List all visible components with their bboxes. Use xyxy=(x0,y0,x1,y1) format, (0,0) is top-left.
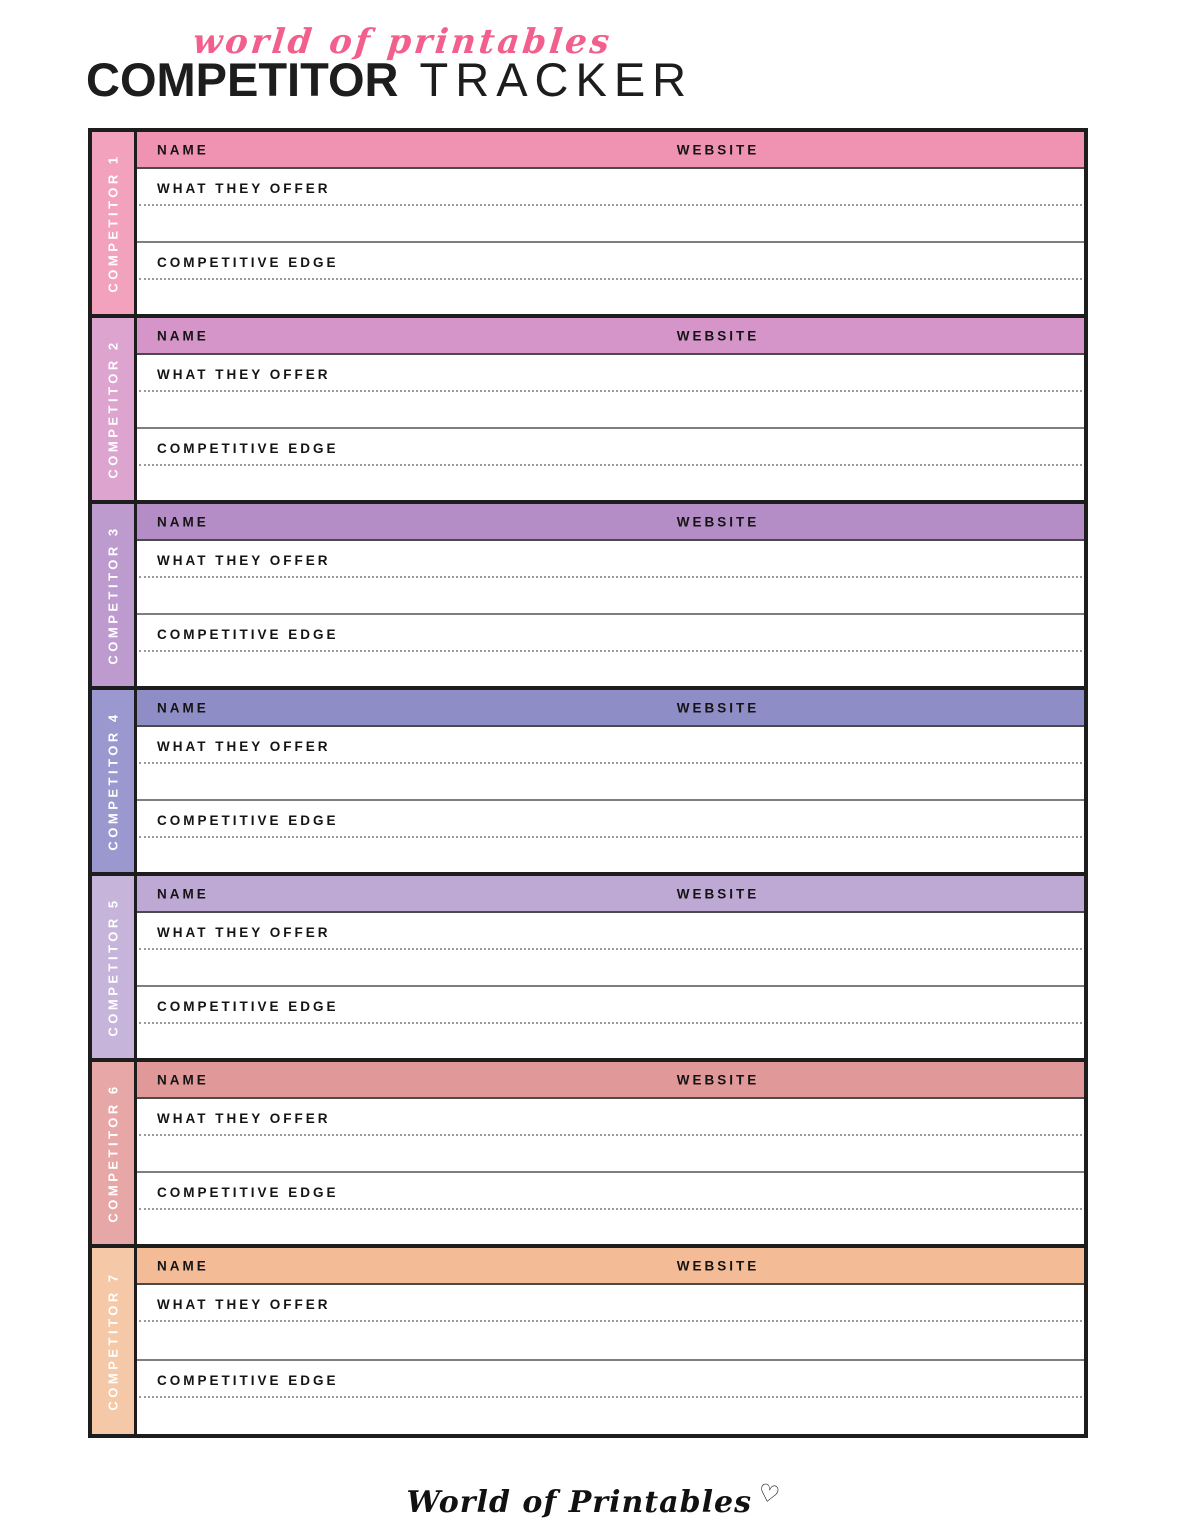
edge-blank-space xyxy=(137,1398,1084,1435)
section-content xyxy=(137,504,1084,686)
sidebar-label: COMPETITOR 3 xyxy=(105,525,121,665)
competitive-edge-area xyxy=(137,241,1084,315)
section-sidebar xyxy=(92,1062,137,1244)
competitor-section-3 xyxy=(92,504,1084,690)
sidebar-label: COMPETITOR 6 xyxy=(105,1083,121,1223)
competitor-section-1 xyxy=(92,132,1084,318)
footer-brand-text: World of Printables xyxy=(406,1485,752,1520)
competitive-edge-label: COMPETITIVE EDGE xyxy=(157,812,339,828)
offer-blank-space xyxy=(137,578,1084,613)
competitor-section-2 xyxy=(92,318,1084,504)
offer-blank-space xyxy=(137,1136,1084,1171)
what-they-offer-label: WHAT THEY OFFER xyxy=(157,367,331,382)
section-header-band xyxy=(137,132,1084,169)
section-sidebar xyxy=(92,132,137,314)
competitive-edge-label: COMPETITIVE EDGE xyxy=(157,1184,339,1200)
footer-brand-logo xyxy=(0,1477,1187,1520)
sidebar-label: COMPETITOR 7 xyxy=(105,1271,121,1411)
offer-blank-space xyxy=(137,206,1084,241)
name-label: NAME xyxy=(157,1072,209,1087)
competitor-section-5 xyxy=(92,876,1084,1062)
website-label: WEBSITE xyxy=(676,328,760,343)
heart-icon: ♡ xyxy=(755,1477,784,1511)
what-they-offer-area xyxy=(137,355,1084,427)
section-header-band xyxy=(137,876,1084,913)
page-title xyxy=(86,53,694,106)
what-they-offer-label: WHAT THEY OFFER xyxy=(157,181,331,196)
what-they-offer-label: WHAT THEY OFFER xyxy=(157,1297,331,1312)
section-sidebar xyxy=(92,318,137,500)
what-they-offer-label: WHAT THEY OFFER xyxy=(157,925,331,940)
name-label: NAME xyxy=(157,514,209,529)
what-they-offer-area xyxy=(137,541,1084,613)
section-content xyxy=(137,1062,1084,1244)
competitive-edge-area xyxy=(137,1359,1084,1435)
edge-blank-space xyxy=(137,280,1084,315)
section-content xyxy=(137,876,1084,1058)
section-header-band xyxy=(137,1248,1084,1285)
name-label: NAME xyxy=(157,1258,209,1273)
edge-blank-space xyxy=(137,466,1084,501)
what-they-offer-label: WHAT THEY OFFER xyxy=(157,1111,331,1126)
section-content xyxy=(137,1248,1084,1434)
section-header-band xyxy=(137,504,1084,541)
name-label: NAME xyxy=(157,328,209,343)
section-sidebar xyxy=(92,504,137,686)
section-header-band xyxy=(137,690,1084,727)
competitive-edge-area xyxy=(137,799,1084,873)
competitive-edge-area xyxy=(137,613,1084,687)
sidebar-label: COMPETITOR 1 xyxy=(105,153,121,293)
section-header-band xyxy=(137,318,1084,355)
website-label: WEBSITE xyxy=(676,1258,760,1273)
section-header-band xyxy=(137,1062,1084,1099)
edge-blank-space xyxy=(137,1024,1084,1059)
competitive-edge-area xyxy=(137,985,1084,1059)
offer-blank-space xyxy=(137,950,1084,985)
section-content xyxy=(137,132,1084,314)
competitor-section-6 xyxy=(92,1062,1084,1248)
competitive-edge-area xyxy=(137,1171,1084,1245)
website-label: WEBSITE xyxy=(676,514,760,529)
offer-blank-space xyxy=(137,392,1084,427)
sidebar-label: COMPETITOR 5 xyxy=(105,897,121,1037)
section-sidebar xyxy=(92,1248,137,1434)
competitive-edge-label: COMPETITIVE EDGE xyxy=(157,998,339,1014)
section-content xyxy=(137,318,1084,500)
website-label: WEBSITE xyxy=(676,700,760,715)
edge-blank-space xyxy=(137,838,1084,873)
name-label: NAME xyxy=(157,142,209,157)
section-sidebar xyxy=(92,876,137,1058)
competitive-edge-label: COMPETITIVE EDGE xyxy=(157,254,339,270)
competitive-edge-label: COMPETITIVE EDGE xyxy=(157,1372,339,1388)
competitive-edge-area xyxy=(137,427,1084,501)
sidebar-label: COMPETITOR 2 xyxy=(105,339,121,479)
offer-blank-space xyxy=(137,764,1084,799)
what-they-offer-label: WHAT THEY OFFER xyxy=(157,739,331,754)
what-they-offer-area xyxy=(137,1099,1084,1171)
competitor-section-7 xyxy=(92,1248,1084,1434)
competitive-edge-label: COMPETITIVE EDGE xyxy=(157,440,339,456)
what-they-offer-area xyxy=(137,913,1084,985)
edge-blank-space xyxy=(137,652,1084,687)
brand-script-logo: world of printables xyxy=(190,22,615,62)
competitor-tracker-table xyxy=(88,128,1088,1438)
website-label: WEBSITE xyxy=(676,886,760,901)
page-title-bold: COMPETITOR xyxy=(86,53,399,106)
page-title-light: TRACKER xyxy=(419,53,694,106)
website-label: WEBSITE xyxy=(676,1072,760,1087)
competitor-section-4 xyxy=(92,690,1084,876)
name-label: NAME xyxy=(157,700,209,715)
edge-blank-space xyxy=(137,1210,1084,1245)
what-they-offer-area xyxy=(137,1285,1084,1359)
what-they-offer-area xyxy=(137,727,1084,799)
name-label: NAME xyxy=(157,886,209,901)
competitive-edge-label: COMPETITIVE EDGE xyxy=(157,626,339,642)
section-sidebar xyxy=(92,690,137,872)
what-they-offer-area xyxy=(137,169,1084,241)
offer-blank-space xyxy=(137,1322,1084,1359)
sidebar-label: COMPETITOR 4 xyxy=(105,711,121,851)
website-label: WEBSITE xyxy=(676,142,760,157)
section-content xyxy=(137,690,1084,872)
what-they-offer-label: WHAT THEY OFFER xyxy=(157,553,331,568)
